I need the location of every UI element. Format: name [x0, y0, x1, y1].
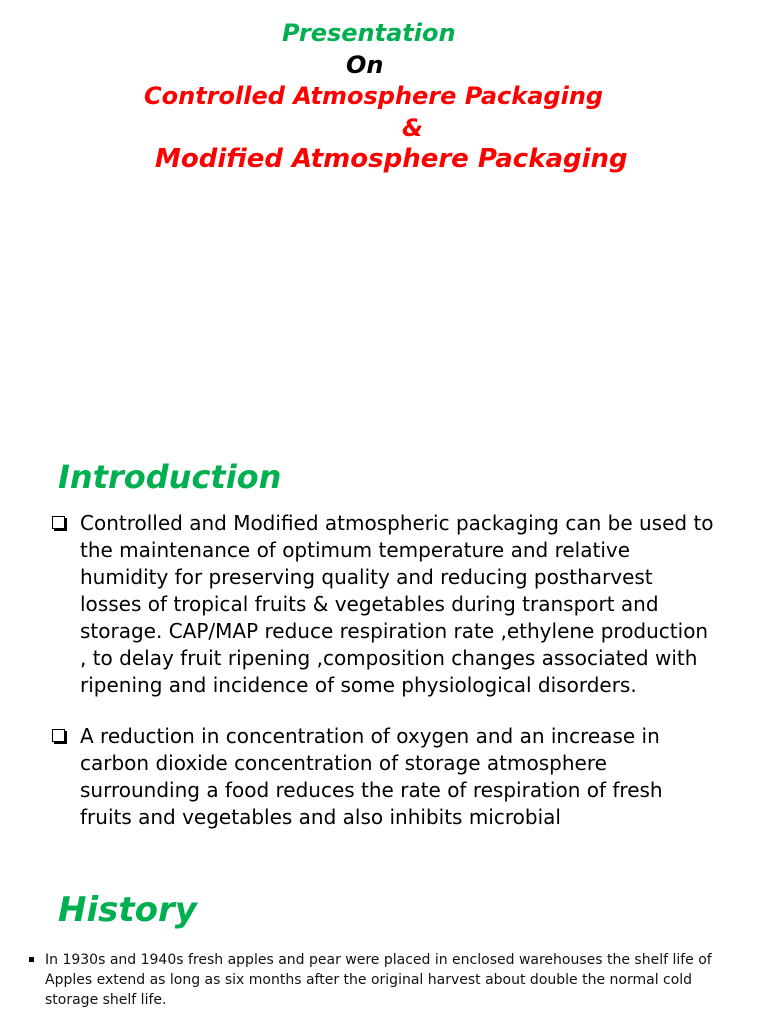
history-slide [0, 870, 768, 1024]
title-on: On [346, 51, 384, 79]
title-controlled-atmosphere: Controlled Atmosphere Packaging [144, 82, 604, 110]
title-presentation: Presentation [282, 19, 456, 47]
checkbox-bullet-icon [52, 516, 65, 529]
introduction-bullet-list [50, 510, 720, 855]
square-bullet-icon [29, 957, 34, 962]
title-slide [0, 0, 768, 450]
introduction-heading: Introduction [58, 458, 282, 496]
introduction-bullet [50, 510, 720, 699]
introduction-bullet [50, 723, 720, 831]
bullet-text: Controlled and Modified atmospheric packaging can be used to the maintenance of optimum temperature and relative humidity for preserving quality and reducing postharvest losses of tropical fruits & vegetables during transport and storage. CAP/MAP reduce respiration rate ,ethylene production , to delay fruit ripening ,composition changes associated with ripening and incidence of some physiological disorders. [80, 511, 714, 697]
checkbox-bullet-icon [52, 729, 65, 742]
bullet-text: In 1930s and 1940s fresh apples and pear were placed in enclosed warehouses the shelf life of Apples extend as long as six months after the original harvest about double the normal cold storage shelf life. [45, 952, 712, 1008]
history-bullet [28, 950, 728, 1010]
title-ampersand: & [402, 114, 423, 142]
bullet-text: A reduction in concentration of oxygen and an increase in carbon dioxide concentration of storage atmosphere surrounding a food reduces the rate of respiration of fresh fruits and vegetables and also inhibits microbial [80, 724, 663, 829]
introduction-slide [0, 450, 768, 870]
history-heading: History [58, 890, 197, 930]
history-bullet-list [28, 950, 728, 1010]
title-modified-atmosphere: Modified Atmosphere Packaging [155, 144, 628, 174]
